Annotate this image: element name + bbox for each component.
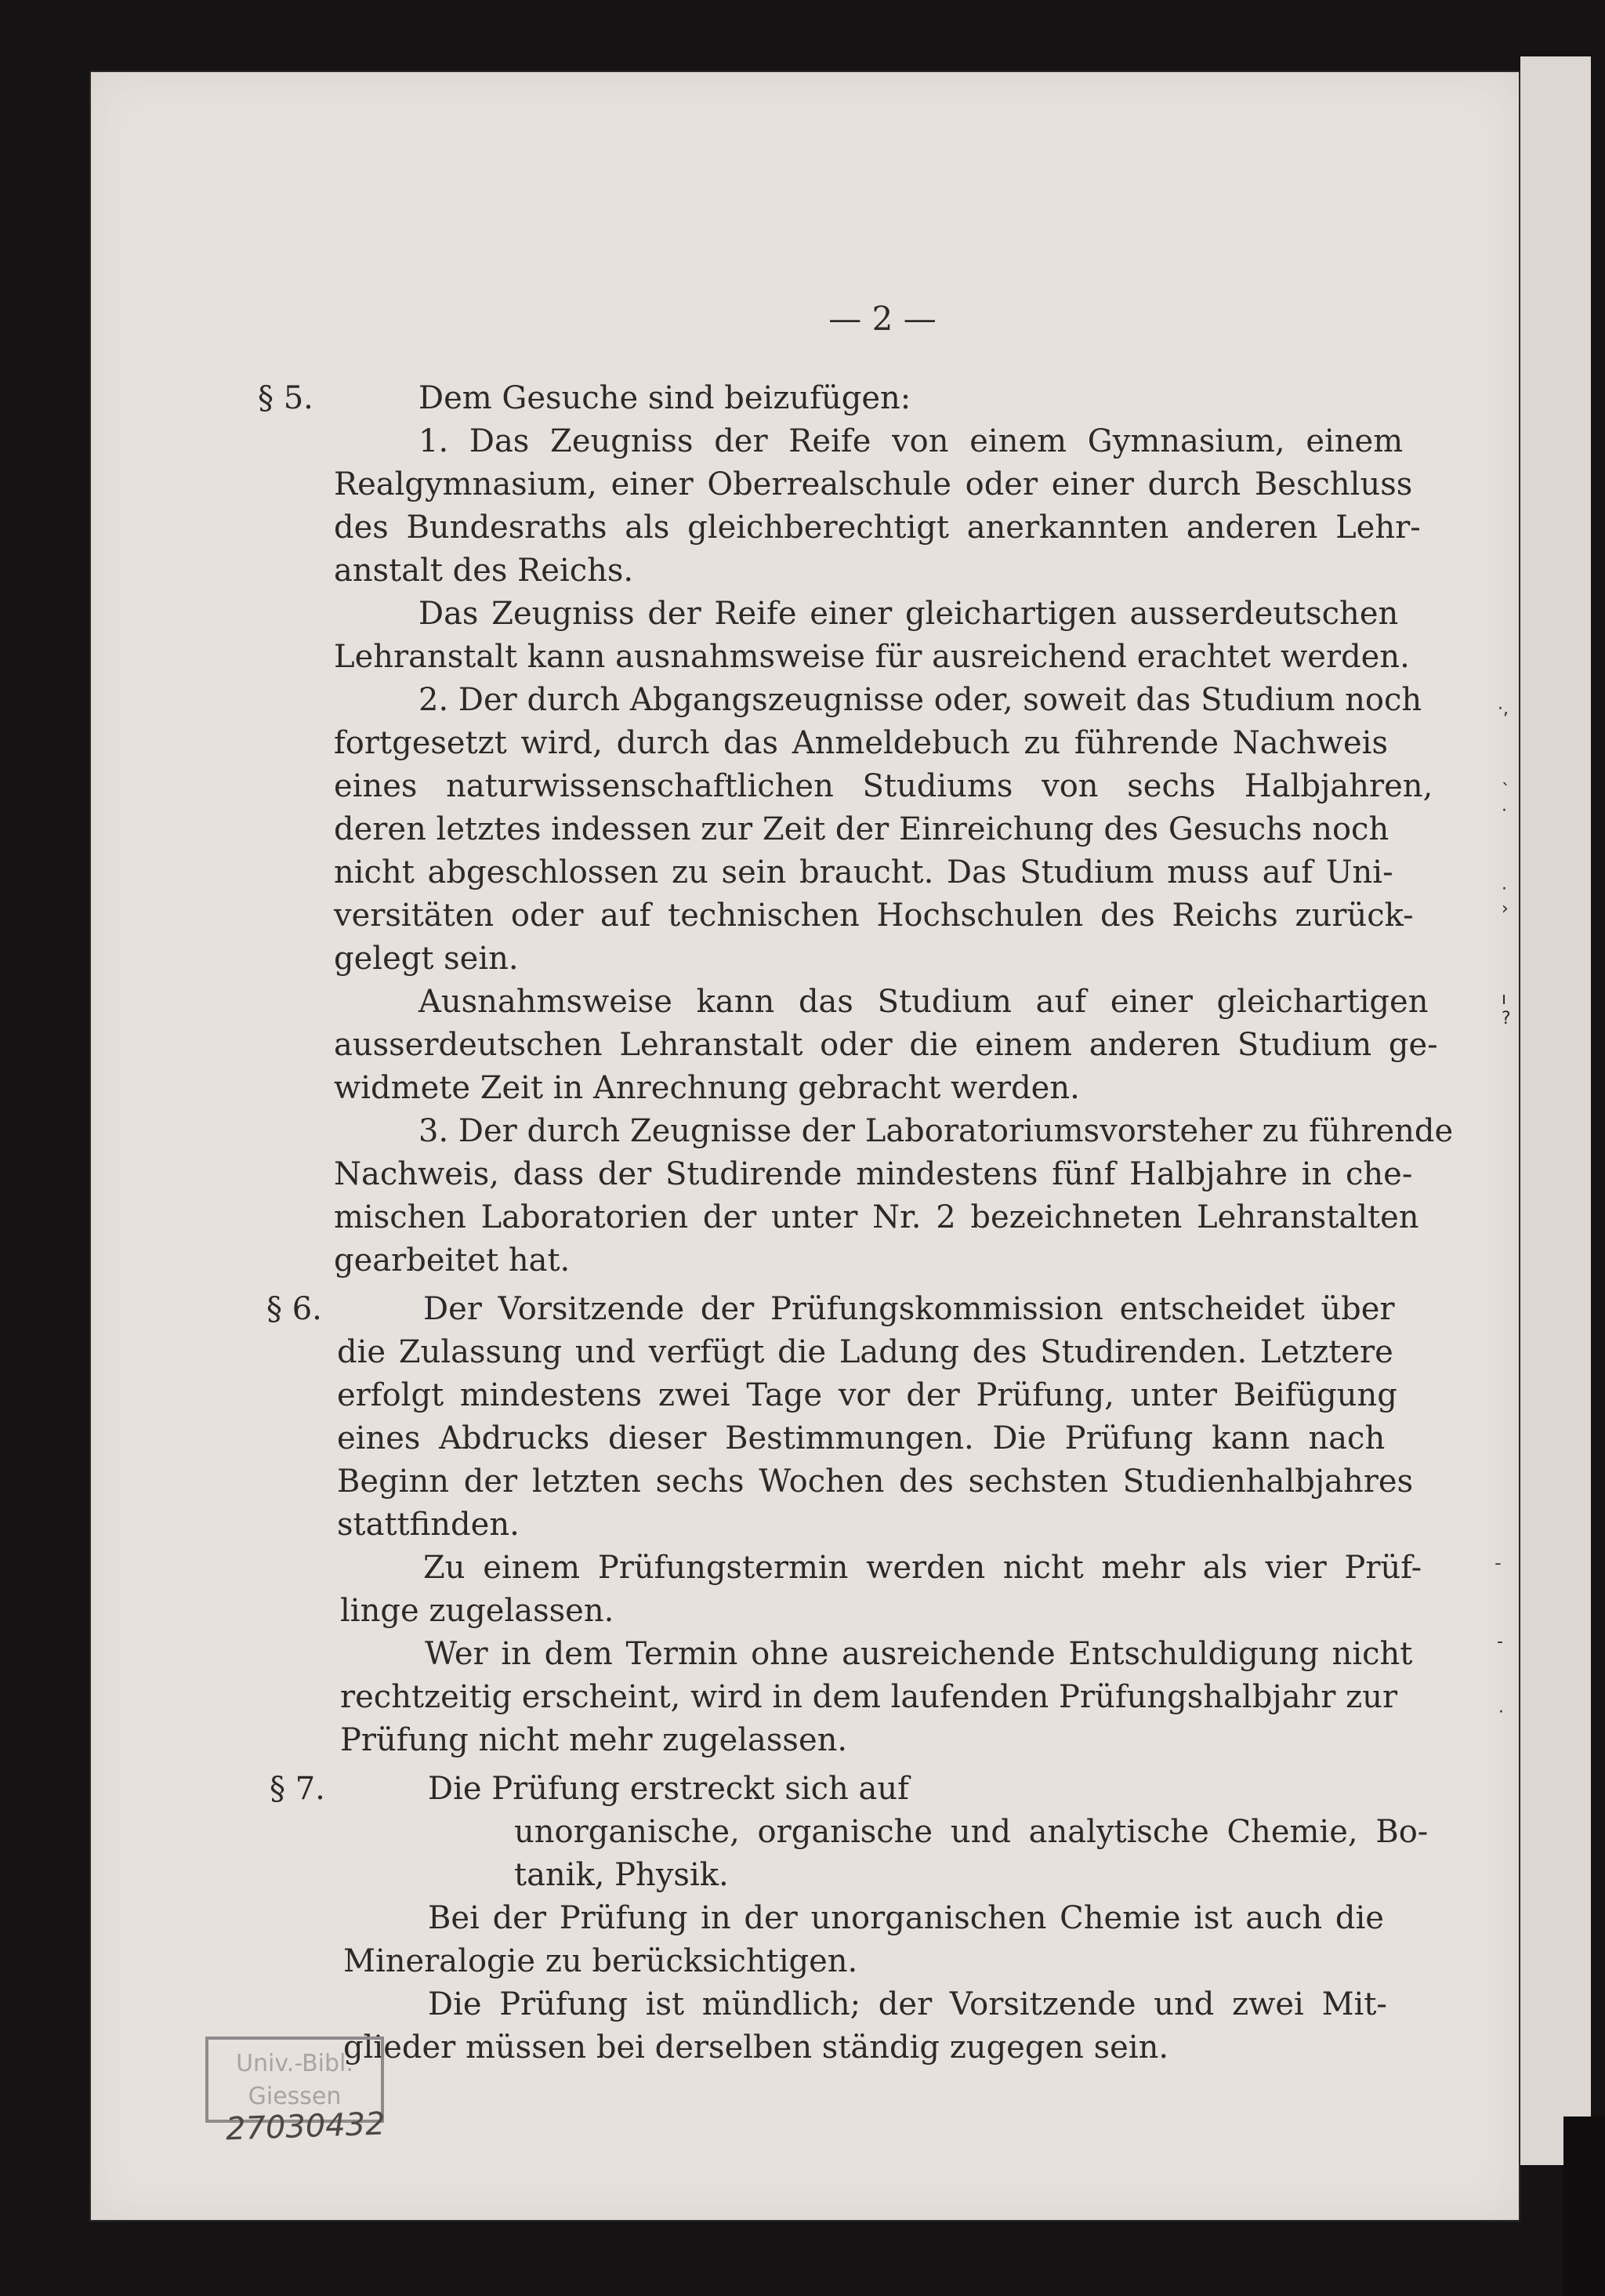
s7-line: Mineralogie zu berücksichtigen.	[343, 1943, 858, 1979]
scan-shadow	[1563, 2116, 1605, 2296]
s5-line: nicht abgeschlossen zu sein braucht. Das Studium muss auf Uni-	[334, 854, 1393, 890]
margin-speck: ·	[1498, 1703, 1504, 1722]
s6-line: stattfinden.	[337, 1507, 520, 1543]
call-number: 27030432	[225, 2106, 386, 2148]
s5-line: versitäten oder auf technischen Hochschulen des Reichs zurück-	[334, 898, 1414, 934]
s5-line: Dem Gesuche sind beizufügen:	[418, 380, 911, 416]
s6-line: die Zulassung und verfügt die Ladung des Studirenden. Letztere	[337, 1334, 1393, 1370]
margin-speck: ı ?	[1502, 989, 1511, 1028]
s5-line: gelegt sein.	[334, 941, 519, 977]
s5-line: des Bundesraths als gleichberechtigt anerkannten anderen Lehr-	[334, 510, 1421, 546]
s5-line: Nachweis, dass der Studirende mindestens fünf Halbjahre in che-	[334, 1156, 1413, 1192]
s6-line: Der Vorsitzende der Prüfungskommission entscheidet über	[423, 1291, 1395, 1327]
s5-line: eines naturwissenschaftlichen Studiums von sechs Halbjahren,	[334, 768, 1433, 804]
s5-line: Realgymnasium, einer Oberrealschule oder einer durch Beschluss	[334, 466, 1413, 502]
s5-line: 2. Der durch Abgangszeugnisse oder, soweit das Studium noch	[418, 682, 1422, 718]
s7-line: Bei der Prüfung in der unorganischen Chemie ist auch die	[428, 1900, 1384, 1936]
s5-line: Ausnahmsweise kann das Studium auf einer gleichartigen	[418, 984, 1429, 1020]
s6-line: rechtzeitig erscheint, wird in dem laufenden Prüfungshalbjahr zur	[340, 1679, 1398, 1715]
margin-speck: ˉ	[1494, 1561, 1502, 1581]
s5-line: ausserdeutschen Lehranstalt oder die einem anderen Studium ge-	[334, 1027, 1438, 1063]
s5-line: anstalt des Reichs.	[334, 553, 634, 589]
s6-line: Wer in dem Termin ohne ausreichende Entschuldigung nicht	[425, 1636, 1413, 1672]
margin-speck: ˋ ·	[1502, 782, 1510, 821]
margin-speck: -	[1497, 1632, 1503, 1652]
s6-line: Prüfung nicht mehr zugelassen.	[340, 1722, 848, 1758]
margin-speck: ·,	[1498, 699, 1509, 719]
s7-line: unorganische, organische und analytische Chemie, Bo-	[514, 1814, 1429, 1850]
s7-line: tanik, Physik.	[514, 1857, 729, 1893]
s5-line: 1. Das Zeugniss der Reife von einem Gymnasium, einem	[418, 423, 1404, 459]
s7-line: Die Prüfung erstreckt sich auf	[428, 1771, 909, 1807]
document-page	[91, 72, 1519, 2220]
s5-line: Lehranstalt kann ausnahmsweise für ausreichend erachtet werden.	[334, 639, 1410, 675]
s5-line: fortgesetzt wird, durch das Anmeldebuch zu führende Nachweis	[334, 725, 1388, 761]
page-number: — 2 —	[828, 299, 937, 338]
s6-line: linge zugelassen.	[340, 1593, 614, 1629]
s6-line: erfolgt mindestens zwei Tage vor der Prüfung, unter Beifügung	[337, 1377, 1397, 1413]
s7-line: Die Prüfung ist mündlich; der Vorsitzende und zwei Mit-	[428, 1986, 1387, 2022]
margin-speck: · ›	[1502, 880, 1509, 919]
s7-line: glieder müssen bei derselben ständig zugegen sein.	[343, 2029, 1169, 2066]
s5-line: Das Zeugniss der Reife einer gleichartigen ausserdeutschen	[418, 596, 1399, 632]
section-mark-6: § 6.	[266, 1291, 322, 1327]
s6-line: eines Abdrucks dieser Bestimmungen. Die Prüfung kann nach	[337, 1420, 1386, 1456]
s5-line: mischen Laboratorien der unter Nr. 2 bezeichneten Lehranstalten	[334, 1199, 1419, 1235]
s5-line: widmete Zeit in Anrechnung gebracht werden.	[334, 1070, 1080, 1106]
s5-line: 3. Der durch Zeugnisse der Laboratoriumsvorsteher zu führende	[418, 1113, 1454, 1149]
section-mark-5: § 5.	[258, 380, 313, 416]
s5-line: deren letztes indessen zur Zeit der Einreichung des Gesuchs noch	[334, 811, 1389, 847]
page-text	[91, 72, 1519, 2220]
section-mark-7: § 7.	[270, 1771, 325, 1807]
stamp-line-2: Giessen	[248, 2083, 342, 2110]
stamp-line-1: Univ.-Bibl.	[236, 2050, 353, 2077]
s6-line: Zu einem Prüfungstermin werden nicht mehr als vier Prüf-	[423, 1550, 1422, 1586]
s6-line: Beginn der letzten sechs Wochen des sechsten Studienhalbjahres	[337, 1464, 1414, 1500]
adjacent-page-edge	[1520, 56, 1591, 2165]
s5-line: gearbeitet hat.	[334, 1242, 571, 1279]
